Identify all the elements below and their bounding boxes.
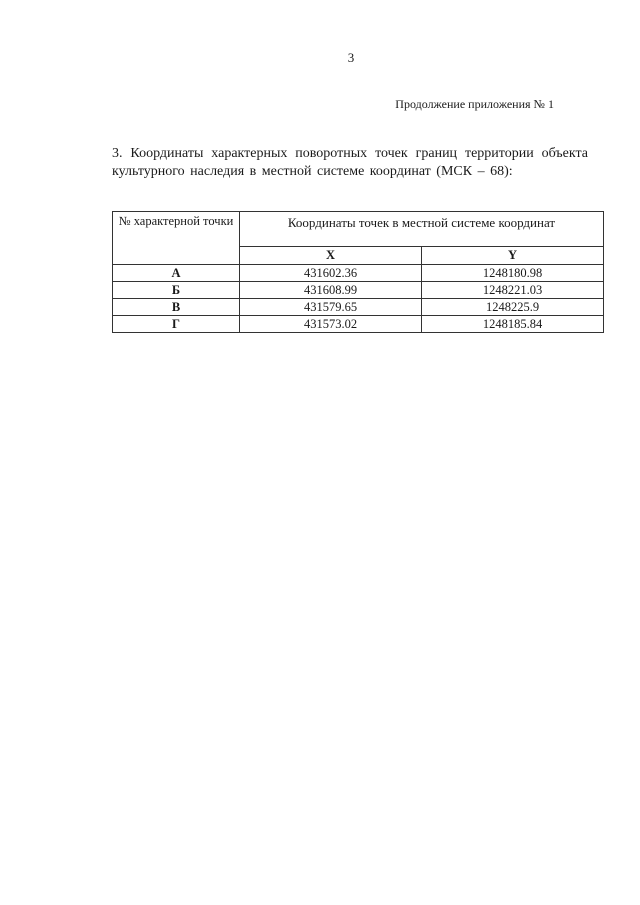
table-row	[113, 299, 604, 316]
x-value: 431573.02	[240, 316, 422, 333]
header-y: Y	[422, 247, 604, 265]
point-label: Б	[113, 282, 240, 299]
y-value: 1248221.03	[422, 282, 604, 299]
x-value: 431608.99	[240, 282, 422, 299]
table-row	[113, 265, 604, 282]
header-point-number: № характерной точки	[113, 212, 240, 265]
header-coordinates-group: Координаты точек в местной системе координат	[240, 212, 604, 247]
x-value: 431602.36	[240, 265, 422, 282]
section-heading	[112, 145, 588, 181]
header-x: X	[240, 247, 422, 265]
appendix-continuation-note: Продолжение приложения № 1	[395, 97, 554, 111]
page-number: 3	[347, 50, 355, 65]
table-row	[113, 282, 604, 299]
point-label: Г	[113, 316, 240, 333]
point-label: В	[113, 299, 240, 316]
point-label: А	[113, 265, 240, 282]
y-value: 1248225.9	[422, 299, 604, 316]
section-heading-line-1: 3. Координаты характерных поворотных точек границ территории объекта	[112, 146, 588, 161]
y-value: 1248185.84	[422, 316, 604, 333]
y-value: 1248180.98	[422, 265, 604, 282]
coordinates-table	[112, 211, 604, 333]
table-row	[113, 316, 604, 333]
x-value: 431579.65	[240, 299, 422, 316]
section-heading-line-2: культурного наследия в местной системе координат (МСК – 68):	[112, 164, 513, 179]
